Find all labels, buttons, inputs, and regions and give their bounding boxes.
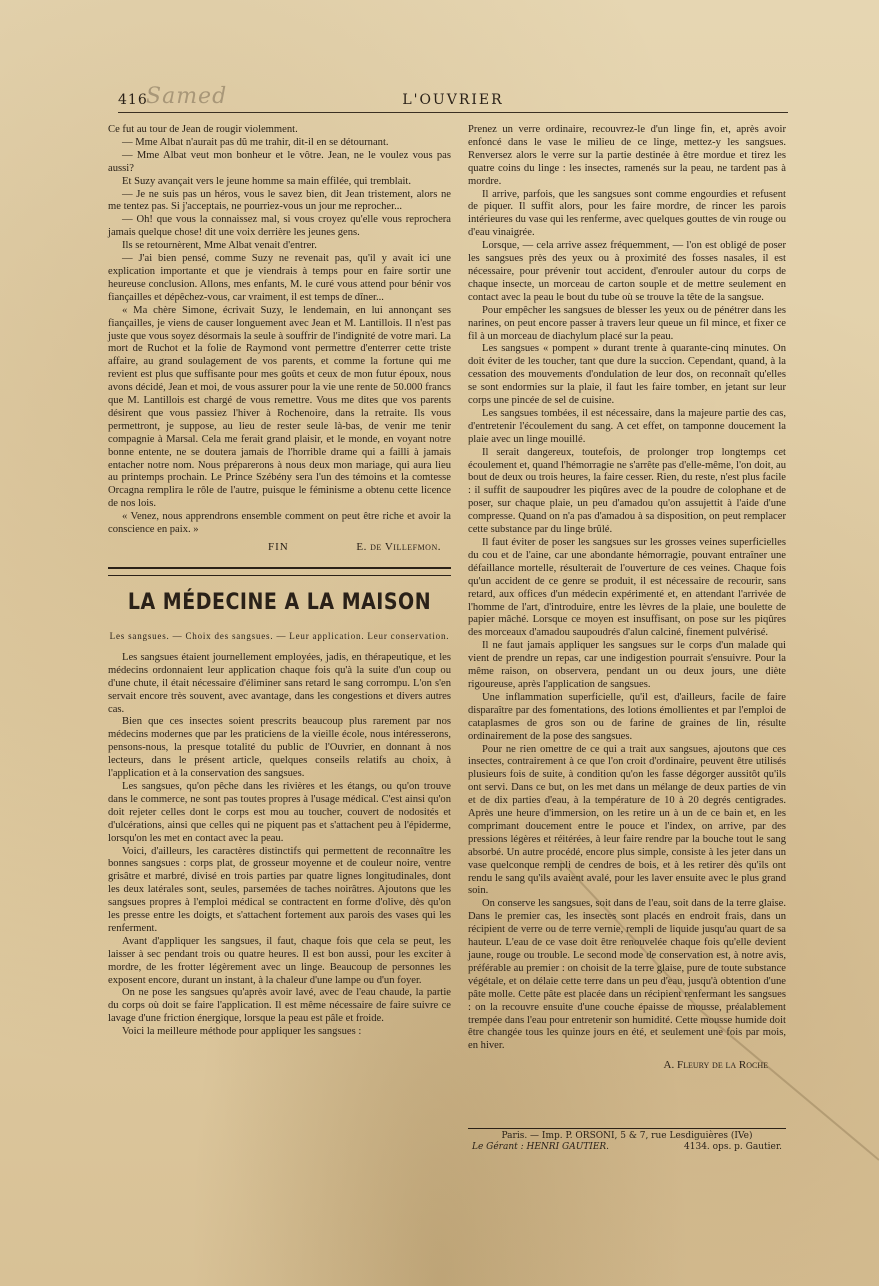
- article-paragraph: Il arrive, parfois, que les sangsues sont comme engourdies et refusent de piquer. Il suffit alors, pour les faire mordre, de rincer les parois intérieures du vase qui les renferme, avec quelques gouttes de vin rouge ou d'eau vinaigrée.: [468, 188, 786, 239]
- article-paragraph: Il ne faut jamais appliquer les sangsues sur le corps d'un malade qui vient de prendre un repas, car une indigestion pourrait s'ensuivre. Pour la même raison, on observera, pendant un ou deux jours, une diète rigoureuse, après l'application de sangsues.: [468, 640, 786, 690]
- article-paragraph: Les sangsues « pompent » durant trente à quarante-cinq minutes. On doit éviter de les toucher, tant que dure la succion. Cependant, quand, à la cessation des mouvements d'ondulation de leur dos, on reconnaît qu'elles se sont endormies sur la plaie, il faut les faire tomber, en jetant sur leur corps une pincée de sel de cuisine.: [468, 343, 786, 407]
- story-paragraph: — Mme Albat veut mon bonheur et le vôtre. Jean, ne le voulez vous pas aussi?: [108, 149, 451, 174]
- fin-label: FIN: [268, 541, 289, 553]
- article-paragraph: Les sangsues tombées, il est nécessaire, dans la majeure partie des cas, d'entretenir l'écoulement du sang. A cet effet, on tamponne doucement la plaie avec un linge mouillé.: [468, 407, 786, 445]
- header-rule: [118, 112, 788, 113]
- story-paragraph: Et Suzy avançait vers le jeune homme sa main effilée, qui tremblait.: [122, 175, 411, 187]
- story-paragraph: Ce fut au tour de Jean de rougir violemment.: [108, 124, 298, 135]
- story-paragraph: — Je ne suis pas un héros, vous le savez bien, dit Jean tristement, alors ne me tentez pas. Si j'acceptais, ne pourriez-vous un jour me reprocher...: [108, 188, 451, 213]
- story-paragraph: « Venez, nous apprendrons ensemble comment on peut être riche et avoir la conscience en paix. »: [108, 511, 451, 536]
- imprint: [468, 1128, 786, 1153]
- imprint-rule: [468, 1128, 786, 1129]
- imprint-number: 4134. ops. p. Gautier.: [684, 1142, 782, 1152]
- article-paragraph: Il faut éviter de poser les sangsues sur les grosses veines superficielles du cou et de l'aine, car une abondante hémorragie, pouvant entraîner une défaillance mortelle, résulterait de l'ouverture de ces veines. Chaque fois qu'un accident de ce genre se produit, il est nécessaire de recourir, sans retard, aux offices d'un médecin expérimenté et, en attendant l'arrivée de l'homme de l'art, d'introduire, entre les lèvres de la plaie, une boulette de papier mâché. Lorsque ce moyen est insuffisant, on pose sur les piqûres des morceaux d'amadou saupoudrés d'alun calciné, finement pulvérisé.: [468, 537, 786, 639]
- article-paragraph: Lorsque, — cela arrive assez fréquemment, — l'on est obligé de poser les sangsues près des yeux ou à proximité des fosses nasales, il est nécessaire, pour prévenir tout accident, d'enrouler autour du corps de chaque insecte, un morceau de carton souple et de mettre seulement en contact avec la peau le bout du tube où se trouve la tête de la sangsue.: [468, 240, 786, 303]
- article-paragraph: Voici, d'ailleurs, les caractères distinctifs qui permettent de reconnaître les bonnes sangsues : corps plat, de grosseur moyenne et de couleur noire, ventre grisâtre et marbré, divisé en trois parties par quatre lignes longitudinales, dont les deux latérales sont, seules, parsemées de taches noirâtres. Ajoutons que les sangsues propres à l'emploi médical se contractent en forme d'olive, dès qu'on les presse entre les doigts, et s'attachent fortement aux parois des vases qui les renferment.: [108, 845, 451, 934]
- article-paragraph: On conserve les sangsues, soit dans de l'eau, soit dans de la terre glaise. Dans le premier cas, les insectes sont placés en endroit frais, dans un récipient de verre ou de terre vernie, rempli de liquide jusqu'au quart de sa hauteur. L'eau de ce vase doit être renouvelée chaque fois qu'elle devient jaune, rouge ou trouble. Le second mode de conservation est, à notre avis, préférable au premier : on choisit de la terre glaise, pure de toute substance végétale, et on délaie cette terre dans un peu d'eau, jusqu'à obtention d'une pâte molle. Cette pâte est placée dans un récipient renfermant les sangsues : on la recouvre ensuite d'une couche épaisse de mousse, préalablement trempée dans l'eau pour entretenir son humidité. Cette mousse humide doit être changée tous les quinze jours en été, et seulement une fois par mois, en hiver.: [468, 898, 786, 1052]
- article-paragraph: Les sangsues, qu'on pêche dans les rivières et les étangs, ou qu'on trouve dans le commerce, ne sont pas toutes propres à l'usage médical. C'est ainsi qu'on doit rejeter celles dont le corps est mou au toucher, couvert de nodosités et d'ulcérations, ainsi que celles qui ne piquent pas et s'attachent peu à l'épiderme, lorsqu'on les met en contact avec la peau.: [108, 780, 451, 844]
- journal-title: L'OUVRIER: [402, 92, 504, 108]
- section-subtitle: Les sangsues. — Choix des sangsues. — Leur application. Leur conservation.: [109, 630, 450, 641]
- story-end: [108, 541, 451, 559]
- article-paragraph: Une inflammation superficielle, qu'il est, d'ailleurs, facile de faire disparaître par des fomentations, des lotions émollientes et par l'emploi de cataplasmes de gros son ou de farine de graines de lin, résulte ordinairement de la pose des sangsues.: [468, 691, 786, 742]
- story-paragraph: — Oh! que vous la connaissez mal, si vous croyez qu'elle vous reprochera jamais quelque chose! dit une voix derrière les jeunes gens.: [108, 214, 451, 239]
- article-paragraph: On ne pose les sangsues qu'après avoir lavé, avec de l'eau chaude, la partie du corps où doit se faire l'application. Il est même nécessaire de faire suivre ce lavage d'une friction énergique, lorsque la peau est pâle et froide.: [108, 987, 451, 1025]
- article-paragraph: Voici la meilleure méthode pour appliquer les sangsues :: [122, 1026, 362, 1038]
- story-paragraph: Ils se retournèrent, Mme Albat venait d'entrer.: [122, 240, 317, 252]
- section-title: LA MÉDECINE A LA MAISON: [127, 589, 432, 615]
- article-paragraph: Pour empêcher les sangsues de blesser les yeux ou de pénétrer dans les narines, on peut encore passer à travers leur queue un fil mince, et fixer ce fil à un morceau de diachylum placé sur la peau.: [468, 304, 786, 342]
- story-paragraph: « Ma chère Simone, écrivait Suzy, le lendemain, en lui annonçant ses fiançailles, je viens de causer longuement avec Jean et M. Lantillois. Il n'est pas juste que vous soyez désormais la seule à souffrir de l'indignité de votre mari. La mort de Ruchot et la folie de Raymond vont permettre d'enterrer cette triste affaire, au grand soulagement de vos parents, et comme la fortune qui me revient est plus que suffisante pour mes goûts et ceux de mon futur époux, nous avons décidé, Jean et moi, de vous assurer pour la vie une rente de 50.000 francs que M. Lantillois est chargé de vous remettre. Vous me dites que vos parents désirent que vous passiez l'hiver à Rochenoire, dans la retraite. Ils vous permettront, je suppose, au lieu de rester seule là-bas, de venir me tenir compagnie à Marsal. Cela me ferait grand plaisir, et le monde, en voyant notre bonne entente, ne se doutera jamais de l'horrible drame qui a failli à jamais entacher notre nom. Nous préparerons à nous deux mon mariage, qui aura lieu au printemps prochain. Le Prince Szébény sera l'un des témoins et la comtesse Orcagna remplira le rôle de l'autre, puisque le féminisme a obtenu cette licence de nos lois.: [108, 304, 451, 510]
- article-author: A. Fleury de la Roche: [663, 1059, 768, 1072]
- handwritten-note: Samed: [146, 84, 228, 109]
- story-paragraph: — J'ai bien pensé, comme Suzy ne revenait pas, qu'il y avait ici une explication importante et que je viendrais à temps pour en faire sortir une heureuse conclusion. Allons, mes enfants, M. le curé vous attend pour bénir vos fiançailles et dépêchez-vous, car vraiment, il est temps de dîner...: [108, 253, 451, 303]
- right-column: [468, 124, 786, 1072]
- gerant-name: Le Gérant : HENRI GAUTIER.: [472, 1142, 610, 1152]
- article-paragraph: Prenez un verre ordinaire, recouvrez-le d'un linge fin, et, après avoir enfoncé dans le vase le milieu de ce linge, mettez-y les sangsues. Renversez alors le verre sur la partie destinée à être mordue et tirez les quatre coins du linge : les insectes, ramenés sur la peau, ne tardent pas à mordre.: [468, 124, 786, 187]
- story-author: E. de Villefmon.: [356, 541, 441, 553]
- gerant-line: [468, 1142, 786, 1153]
- printer-line: Paris. — Imp. P. ORSONI, 5 & 7, rue Lesdiguières (IVe): [501, 1131, 753, 1141]
- article-paragraph: Avant d'appliquer les sangsues, il faut, chaque fois que cela se peut, les laisser à sec pendant trois ou quatre heures. Il est bon aussi, pour les exciter à mordre, de les frotter légèrement avec un linge. Beaucoup de personnes les exposent encore, durant un instant, à la chaleur d'une lampe ou d'un foyer.: [108, 935, 451, 986]
- article-paragraph: Les sangsues étaient journellement employées, jadis, en thérapeutique, et les médecins ordonnaient leur application chaque fois qu'à la suite d'un coup ou d'une chute, il était nécessaire d'éliminer sans retard le sang corrompu. L'on s'en servait encore très souvent, avec avantage, dans les congestions et divers autres cas.: [108, 651, 451, 715]
- section-divider: [108, 567, 451, 576]
- left-column: [108, 124, 451, 1039]
- article-paragraph: Il serait dangereux, toutefois, de prolonger trop longtemps cet écoulement et, quand l'hémorragie ne s'arrête pas d'elle-même, l'on doit, au bout de deux ou trois heures, la faire cesser. Rien, du reste, n'est plus facile : il suffit de saupoudrer les piqûres avec de la poudre de colophane et de poser, sur chaque plaie, un peu d'amadou qu'on assujettit à l'aide d'une compresse. Quand on n'a pas d'amadou à sa disposition, on peut remplacer cette substance par du linge brûlé.: [468, 446, 786, 536]
- page-header: [118, 84, 788, 112]
- page-number: 416: [118, 92, 148, 108]
- article-paragraph: Bien que ces insectes soient prescrits beaucoup plus rarement par nos médecins modernes que par les praticiens de la vieille école, nous intéresserons, pensons-nous, la presque totalité du public de l'Ouvrier, en donnant à nos lecteurs, dans le présent article, quelques conseils relatifs au choix, à l'application et à la conservation des sangsues.: [108, 716, 451, 780]
- story-paragraph: — Mme Albat n'aurait pas dû me trahir, dit-il en se détournant.: [122, 136, 389, 148]
- article-paragraph: Pour ne rien omettre de ce qui a trait aux sangsues, ajoutons que ces insectes, contrairement à ce que l'on croit d'ordinaire, peuvent être utilisés plusieurs fois de suite, à condition qu'on les fasse dégorger aussitôt qu'ils ont servi. Dans ce but, on les met dans un mélange de deux parties de vin et de dix parties d'eau, à la température de 10 à 20 degrés centigrades. Après une heure d'immersion, on les retire un à un de ce bain et, en les comprimant doucement entre le pouce et l'index, on arrive, par des pressions légères et réitérées, à leur faire rendre par la bouche tout le sang absorbé. Un autre procédé, encore plus simple, consiste à les jeter dans un vase quelconque rempli de cendres de bois, et à les retirer dès qu'ils ont rendu le sang qu'ils avaient avalé, pour les laver ensuite avec le plus grand soin.: [468, 743, 786, 897]
